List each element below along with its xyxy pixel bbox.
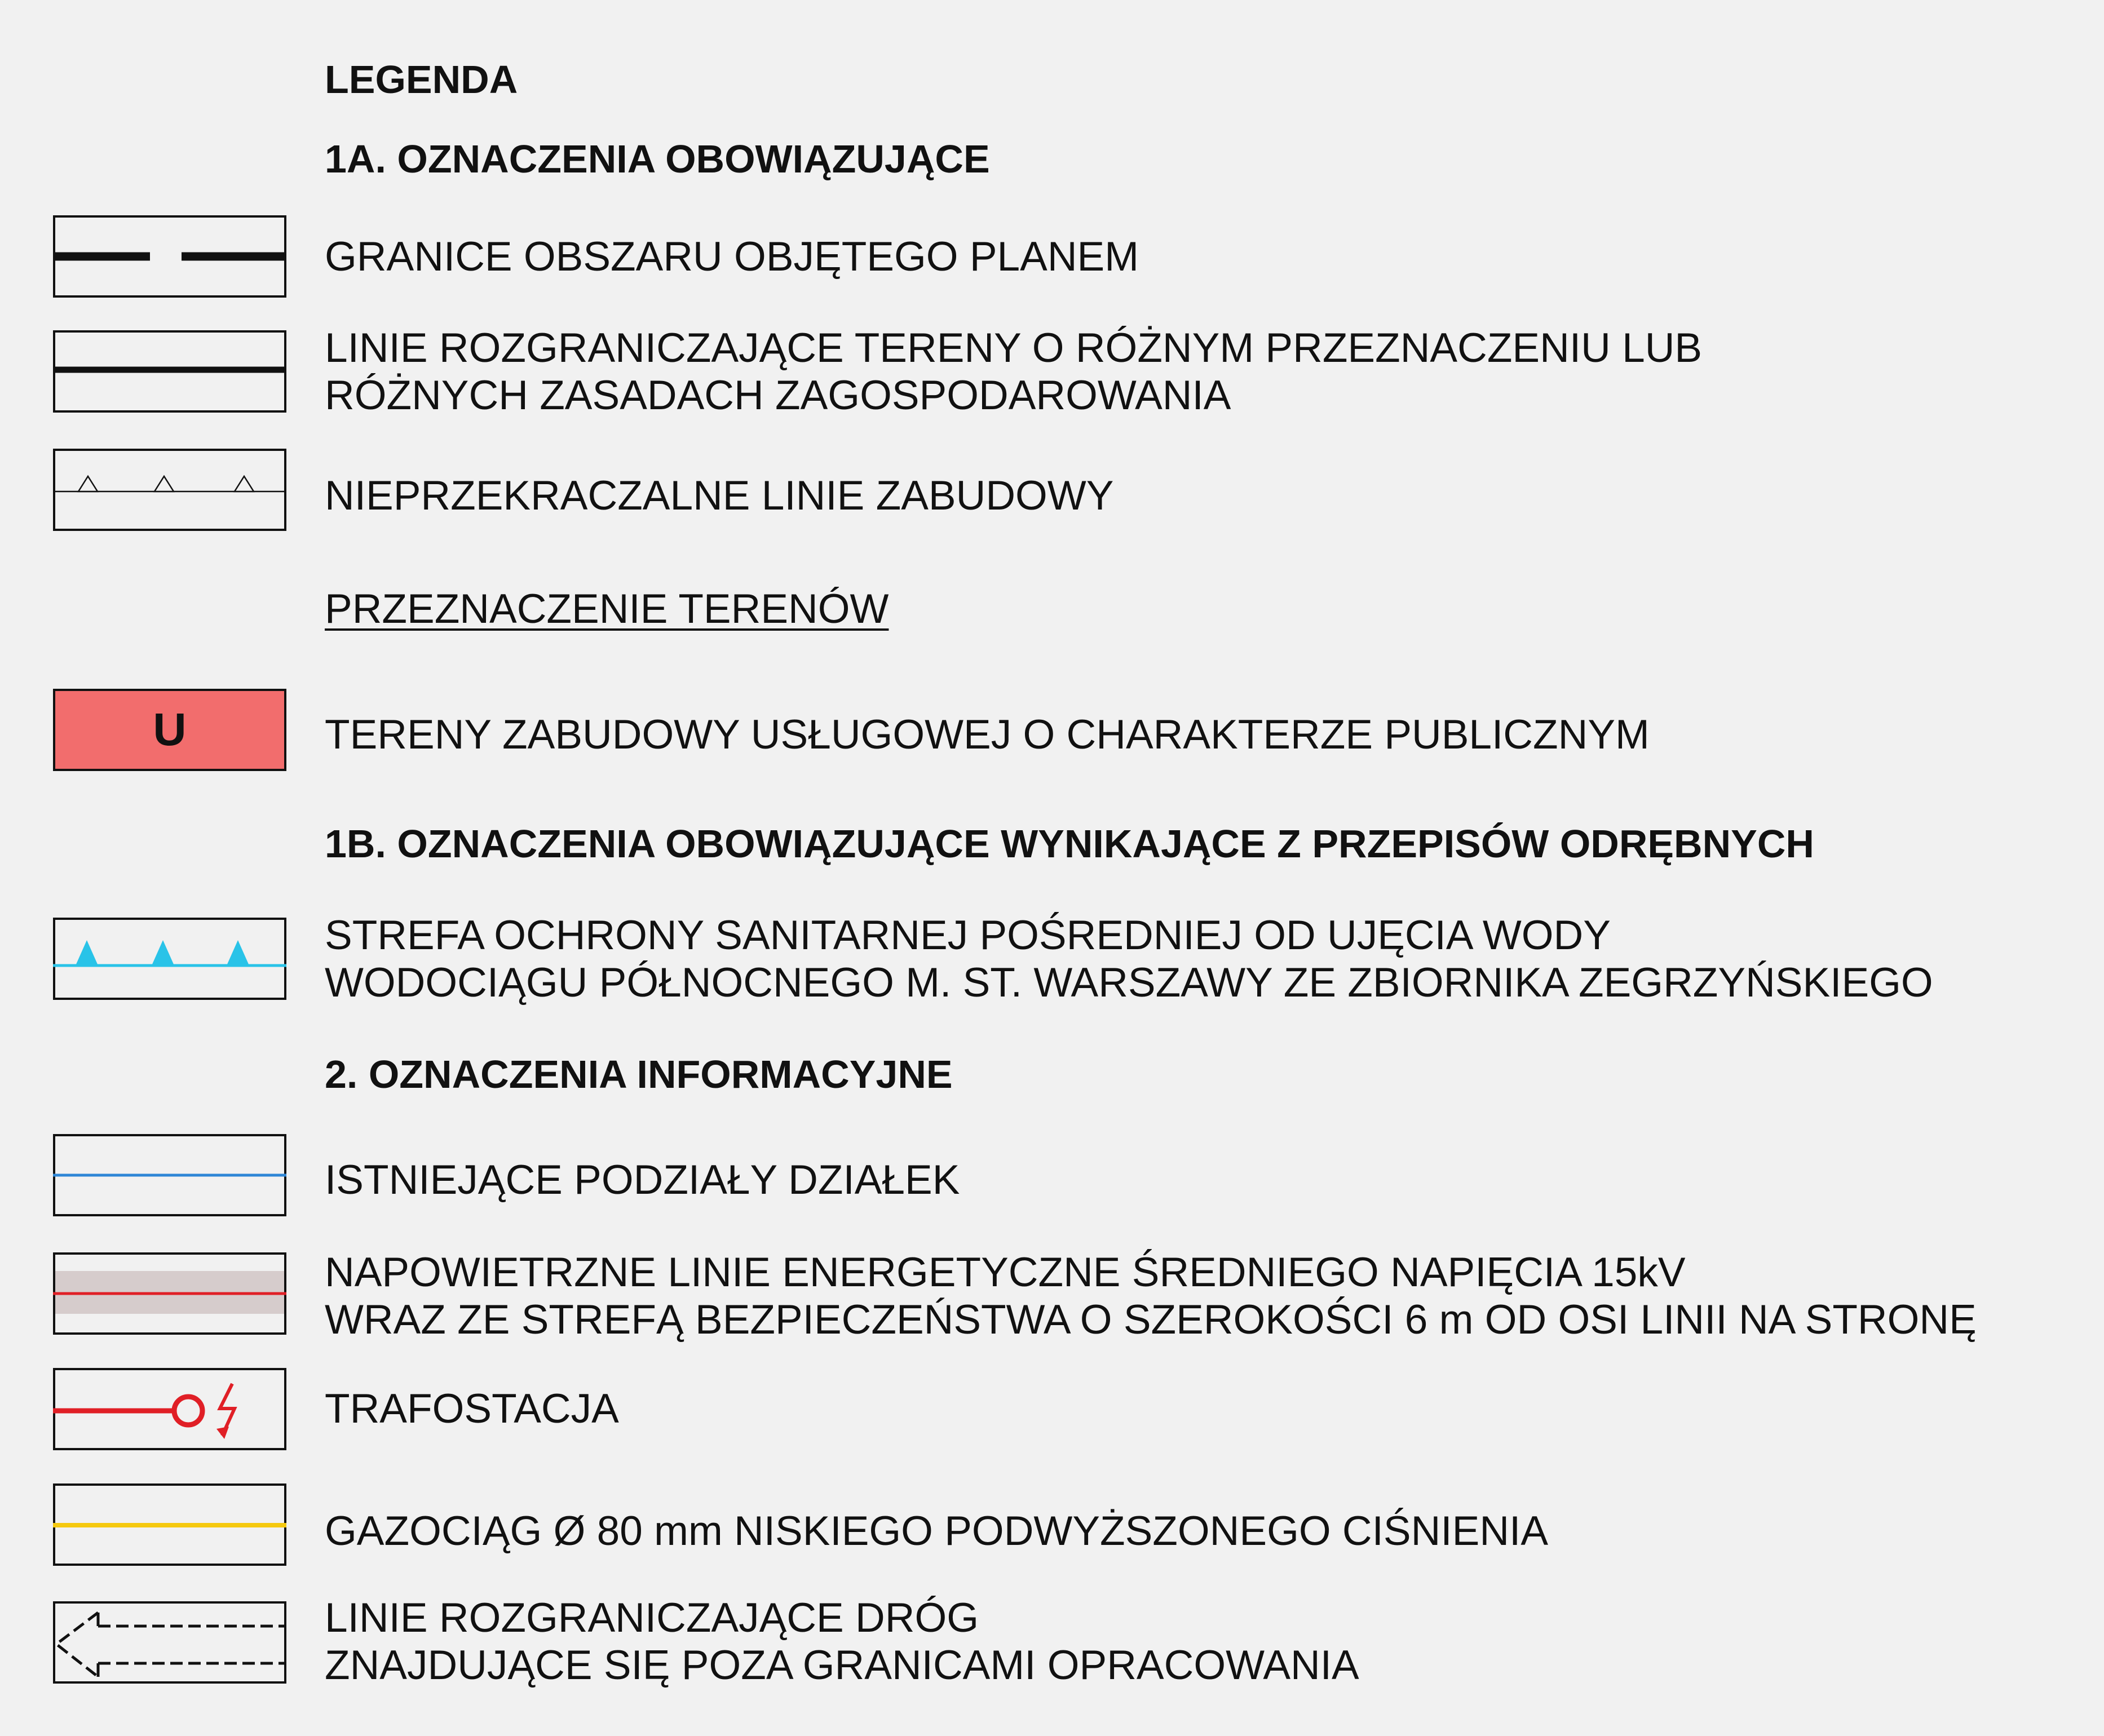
gas-pipeline-symbol [53, 1483, 286, 1566]
legend-label-road-lines: LINIE ROZGRANICZAJĄCE DRÓG ZNAJDUJĄCE SIĘ POZA GRANICAMI OPRACOWANIA [325, 1595, 1359, 1688]
thick-solid-line-symbol [53, 330, 286, 413]
sanitary-zone-symbol [53, 918, 286, 1000]
thick-dashed-line-symbol [53, 215, 286, 298]
legend-label-gas-pipeline: GAZOCIĄG Ø 80 mm NISKIEGO PODWYŻSZONEGO CIŚNIENIA [325, 1508, 1549, 1554]
section-1a-heading: 1A. OZNACZENIA OBOWIĄZUJĄCE [325, 137, 990, 181]
section-2-heading: 2. OZNACZENIA INFORMACYJNE [325, 1052, 953, 1096]
transformer-station-symbol [53, 1368, 286, 1450]
legend-label-power-lines: NAPOWIETRZNE LINIE ENERGETYCZNE ŚREDNIEGO NAPIĘCIA 15kV WRAZ ZE STREFĄ BEZPIECZEŃSTWA O SZEROKOŚCI 6 m OD OSI LINII NA STRONĘ [325, 1250, 1977, 1343]
legend-title: LEGENDA [325, 57, 518, 101]
legend-label-building-lines: NIEPRZEKRACZALNE LINIE ZABUDOWY [325, 473, 1114, 519]
legend-label-sanitary-zone: STREFA OCHRONY SANITARNEJ POŚREDNIEJ OD UJĘCIA WODY WODOCIĄGU PÓŁNOCNEGO M. ST. WARSZAWY ZE ZBIORNIKA ZEGRZYŃSKIEGO [325, 913, 1933, 1006]
parcel-division-symbol [53, 1134, 286, 1216]
road-lines-symbol [53, 1601, 286, 1684]
land-use-code: U [153, 704, 187, 755]
building-line-symbol [53, 449, 286, 531]
legend-label-public-services: TERENY ZABUDOWY USŁUGOWEJ O CHARAKTERZE PUBLICZNYM [325, 712, 1650, 758]
legend-label-demarcation-lines: LINIE ROZGRANICZAJĄCE TERENY O RÓŻNYM PRZEZNACZENIU LUB RÓŻNYCH ZASADACH ZAGOSPODAROWANIA [325, 325, 1703, 418]
legend-label-transformer: TRAFOSTACJA [325, 1386, 619, 1432]
land-use-u-symbol [53, 689, 286, 771]
power-line-symbol [53, 1252, 286, 1335]
section-1b-heading: 1B. OZNACZENIA OBOWIĄZUJĄCE WYNIKAJĄCE Z PRZEPISÓW ODRĘBNYCH [325, 822, 1814, 866]
land-use-subheading: PRZEZNACZENIE TERENÓW [325, 586, 889, 632]
legend-label-parcel-divisions: ISTNIEJĄCE PODZIAŁY DZIAŁEK [325, 1157, 960, 1203]
legend-label-plan-boundary: GRANICE OBSZARU OBJĘTEGO PLANEM [325, 234, 1139, 280]
